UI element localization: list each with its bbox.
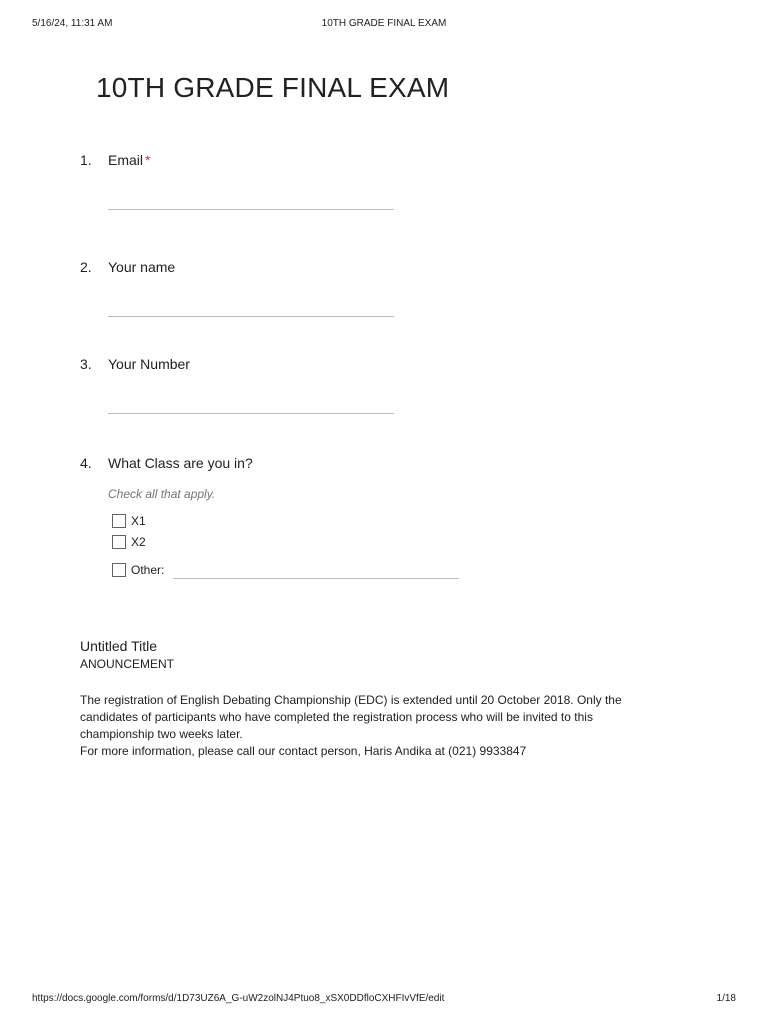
section-title: Untitled Title: [80, 638, 158, 654]
question-number: 1.: [80, 152, 92, 168]
announcement-paragraph: The registration of English Debating Championship (EDC) is extended until 20 October 2018. Only the candidates of participants who have completed the registration process who will be invited to this championship two weeks later.: [80, 693, 622, 741]
number-input[interactable]: [108, 413, 394, 414]
question-number: 2.: [80, 259, 92, 275]
question-label: [108, 152, 150, 168]
other-input[interactable]: [173, 578, 459, 579]
question-number: 3.: [80, 356, 92, 372]
print-header-title: 10TH GRADE FINAL EXAM: [321, 18, 447, 29]
checkbox[interactable]: [112, 514, 126, 528]
question-label: What Class are you in?: [108, 455, 253, 471]
section-subtitle: ANOUNCEMENT: [80, 657, 175, 671]
question-label: Your Number: [108, 356, 190, 372]
option-label: X2: [131, 535, 146, 549]
required-asterisk: *: [145, 152, 151, 168]
option-label: Other:: [131, 563, 165, 577]
helper-text: Check all that apply.: [108, 487, 216, 501]
print-datetime: 5/16/24, 11:31 AM: [32, 18, 113, 29]
print-footer: [32, 993, 736, 1007]
contact-paragraph: For more information, please call our contact person, Haris Andika at (021) 9933847: [80, 744, 527, 758]
checkbox[interactable]: [112, 535, 126, 549]
section-description: [80, 692, 640, 760]
question-label-text: Email: [108, 152, 144, 168]
question-class: [80, 455, 680, 585]
option-other[interactable]: [112, 563, 472, 579]
checkbox[interactable]: [112, 563, 126, 577]
form-title: 10TH GRADE FINAL EXAM: [96, 72, 450, 103]
email-input[interactable]: [108, 209, 394, 210]
page-number: 1/18: [716, 993, 736, 1004]
question-label: Your name: [108, 259, 176, 275]
name-input[interactable]: [108, 316, 394, 317]
option-label: X1: [131, 514, 146, 528]
page-url: https://docs.google.com/forms/d/1D73UZ6A_G-uW2zolNJ4Ptuo8_xSX0DDfloCXHFIvVfE/edit: [32, 993, 445, 1004]
question-number: 4.: [80, 455, 92, 471]
print-header: [32, 18, 736, 32]
